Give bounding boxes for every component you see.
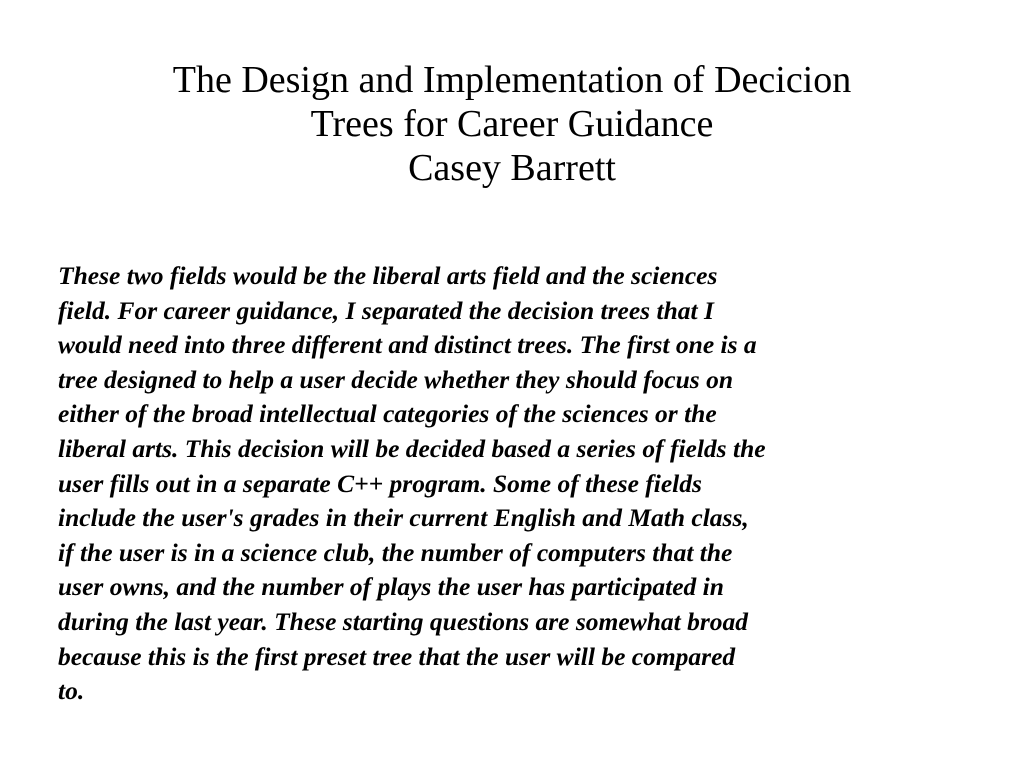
body-line: to. [58, 676, 85, 706]
body-line: would need into three different and distinct trees. The first one is a [58, 330, 757, 360]
title-line-2: Trees for Career Guidance [310, 103, 714, 145]
body-line: if the user is in a science club, the number of computers that the [58, 537, 733, 567]
body-line: user fills out in a separate C++ program. Some of these fields [58, 468, 702, 498]
body-line: user owns, and the number of plays the user has participated in [58, 572, 724, 602]
body-line: liberal arts. This decision will be decided based a series of fields the [58, 433, 766, 463]
body-line: include the user's grades in their current English and Math class, [58, 503, 749, 533]
title-line-1: The Design and Implementation of Decicion [172, 59, 852, 101]
body-line: tree designed to help a user decide whether they should focus on [58, 364, 734, 394]
title-block [0, 58, 1024, 190]
body-line: These two fields would be the liberal arts field and the sciences [58, 261, 718, 290]
author-name: Casey Barrett [408, 147, 616, 189]
body-line: during the last year. These starting questions are somewhat broad [58, 606, 749, 636]
body-paragraph [58, 259, 958, 709]
body-line: either of the broad intellectual categories of the sciences or the [58, 399, 717, 429]
body-line: field. For career guidance, I separated the decision trees that I [58, 295, 714, 325]
body-line: because this is the first preset tree that the user will be compared [58, 641, 736, 671]
